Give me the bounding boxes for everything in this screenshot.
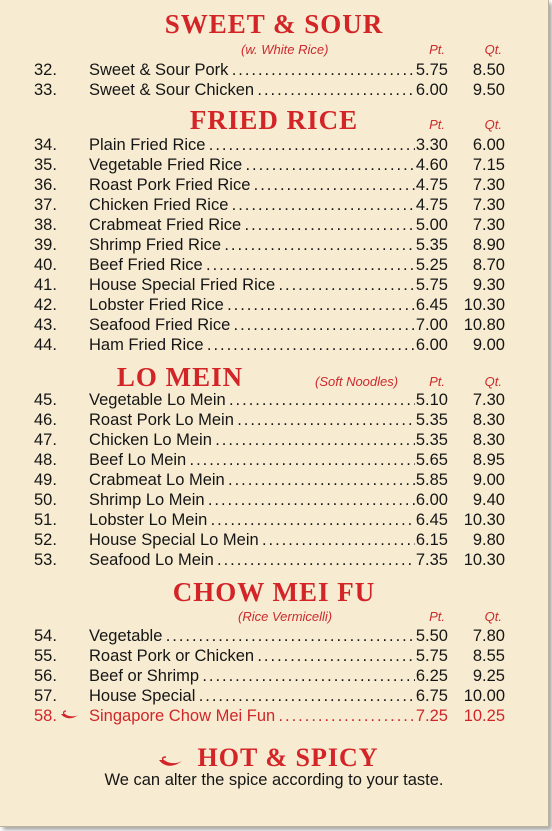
item-number: 51. — [34, 511, 57, 529]
section-title-lo-mein: LO MEIN — [116, 362, 244, 392]
menu-item — [0, 335, 548, 355]
item-number: 35. — [34, 156, 57, 174]
menu-item — [0, 155, 548, 175]
item-pint-price: 5.35 — [415, 411, 448, 429]
menu-item — [0, 666, 548, 686]
item-quart-price: 9.40 — [472, 491, 505, 509]
menu-item-spicy — [0, 706, 548, 726]
menu-item — [0, 430, 548, 450]
item-pint-price: 7.00 — [415, 316, 448, 334]
item-name: Beef Lo Mein . . . — [89, 450, 415, 470]
item-name: Roast Pork Fried Rice . . . — [89, 175, 415, 195]
menu-item — [0, 175, 548, 195]
item-pint-price: 4.75 — [415, 196, 448, 214]
qt-header: Qt. — [484, 374, 502, 389]
menu-item — [0, 60, 548, 80]
item-quart-price: 9.00 — [472, 336, 505, 354]
section-subtitle: (Rice Vermicelli) — [238, 609, 333, 624]
item-pint-price: 5.75 — [415, 61, 448, 79]
item-name: Crabmeat Lo Mein . . . — [89, 470, 415, 490]
item-number: 40. — [34, 256, 57, 274]
section-subtitle: (Soft Noodles) — [315, 374, 399, 389]
item-name: Seafood Fried Rice . . . — [89, 315, 415, 335]
item-quart-price: 10.30 — [463, 551, 505, 569]
menu-item — [0, 646, 548, 666]
item-name: House Special Fried Rice . . . — [89, 275, 415, 295]
menu-item — [0, 215, 548, 235]
item-name: Beef Fried Rice . . . — [89, 255, 415, 275]
menu-item — [0, 530, 548, 550]
item-name: Lobster Lo Mein . . . — [89, 510, 415, 530]
item-name: House Special Lo Mein . . . — [89, 530, 415, 550]
hot-spicy-note: We can alter the spice according to your taste. — [104, 771, 444, 789]
item-pint-price: 5.35 — [415, 431, 448, 449]
section-title-fried-rice: FRIED RICE — [189, 105, 359, 135]
item-number: 38. — [34, 216, 57, 234]
item-pint-price: 5.00 — [415, 216, 448, 234]
item-quart-price: 7.80 — [472, 627, 505, 645]
item-name: Chicken Fried Rice . . . — [89, 195, 415, 215]
item-name: Vegetable Lo Mein . . . — [89, 390, 415, 410]
item-pint-price: 5.65 — [415, 451, 448, 469]
item-quart-price: 7.30 — [472, 391, 505, 409]
item-pint-price: 5.50 — [415, 627, 448, 645]
section-title-sweet-sour: SWEET & SOUR — [164, 9, 384, 39]
item-quart-price: 8.90 — [472, 236, 505, 254]
item-quart-price: 7.15 — [472, 156, 505, 174]
item-quart-price: 7.30 — [472, 196, 505, 214]
item-quart-price: 9.30 — [472, 276, 505, 294]
item-name: Sweet & Sour Chicken . . . — [89, 80, 415, 100]
item-quart-price: 8.30 — [472, 411, 505, 429]
item-name: Seafood Lo Mein . . . — [89, 550, 415, 570]
item-number: 48. — [34, 451, 57, 469]
item-pint-price: 5.35 — [415, 236, 448, 254]
item-number: 43. — [34, 316, 57, 334]
item-pint-price: 3.30 — [415, 136, 448, 154]
item-number: 39. — [34, 236, 57, 254]
item-quart-price: 9.25 — [472, 667, 505, 685]
item-quart-price: 8.55 — [472, 647, 505, 665]
pt-header: Pt. — [429, 42, 445, 57]
item-quart-price: 10.00 — [463, 687, 505, 705]
pt-header: Pt. — [429, 609, 445, 624]
menu-item — [0, 195, 548, 215]
item-name: Sweet & Sour Pork . . . — [89, 60, 415, 80]
item-name: Shrimp Lo Mein . . . — [89, 490, 415, 510]
item-quart-price: 7.30 — [472, 176, 505, 194]
menu-item — [0, 275, 548, 295]
section-title-chow-mei-fu: CHOW MEI FU — [172, 577, 376, 607]
item-number: 47. — [34, 431, 57, 449]
item-pint-price: 4.60 — [415, 156, 448, 174]
item-quart-price: 7.30 — [472, 216, 505, 234]
item-pint-price: 6.00 — [415, 491, 448, 509]
item-name: Chicken Lo Mein . . . — [89, 430, 415, 450]
item-pint-price: 5.10 — [415, 391, 448, 409]
item-number: 34. — [34, 136, 57, 154]
item-pint-price: 6.45 — [415, 511, 448, 529]
item-quart-price: 9.00 — [472, 471, 505, 489]
item-number: 52. — [34, 531, 57, 549]
item-number: 57. — [34, 687, 57, 705]
pt-header: Pt. — [429, 117, 445, 132]
item-number: 46. — [34, 411, 57, 429]
item-pint-price: 7.25 — [415, 707, 448, 725]
menu-item — [0, 510, 548, 530]
item-number: 41. — [34, 276, 57, 294]
item-name: House Special . . . — [89, 686, 415, 706]
pt-header: Pt. — [429, 374, 445, 389]
item-name: Vegetable Fried Rice . . . — [89, 155, 415, 175]
item-name: Ham Fried Rice . . . — [89, 335, 415, 355]
item-number: 32. — [34, 61, 57, 79]
item-quart-price: 9.50 — [472, 81, 505, 99]
menu-item — [0, 390, 548, 410]
menu-item — [0, 255, 548, 275]
item-quart-price: 10.80 — [463, 316, 505, 334]
item-quart-price: 8.50 — [472, 61, 505, 79]
item-name: Lobster Fried Rice . . . — [89, 295, 415, 315]
menu-item — [0, 550, 548, 570]
item-pint-price: 6.15 — [415, 531, 448, 549]
item-pint-price: 5.75 — [415, 276, 448, 294]
item-pint-price: 6.45 — [415, 296, 448, 314]
item-pint-price: 6.75 — [415, 687, 448, 705]
menu-item — [0, 80, 548, 100]
qt-header: Qt. — [484, 117, 502, 132]
item-number: 49. — [34, 471, 57, 489]
qt-header: Qt. — [484, 609, 502, 624]
menu-item — [0, 410, 548, 430]
item-quart-price: 8.30 — [472, 431, 505, 449]
item-name: Plain Fried Rice . . . — [89, 135, 415, 155]
item-number: 45. — [34, 391, 57, 409]
item-number: 50. — [34, 491, 57, 509]
item-pint-price: 5.85 — [415, 471, 448, 489]
item-pint-price: 6.25 — [415, 667, 448, 685]
item-number: 42. — [34, 296, 57, 314]
item-number: 56. — [34, 667, 57, 685]
item-name: Roast Pork Lo Mein . . . — [89, 410, 415, 430]
item-quart-price: 8.70 — [472, 256, 505, 274]
item-number: 36. — [34, 176, 57, 194]
section-subtitle: (w. White Rice) — [241, 42, 329, 57]
item-name: Vegetable . . . — [89, 626, 415, 646]
item-number: 44. — [34, 336, 57, 354]
item-name: Beef or Shrimp . . . — [89, 666, 415, 686]
item-number: 54. — [34, 627, 57, 645]
item-pint-price: 7.35 — [415, 551, 448, 569]
menu-item — [0, 470, 548, 490]
item-quart-price: 6.00 — [472, 136, 505, 154]
item-name: Roast Pork or Chicken . . . — [89, 646, 415, 666]
menu-item — [0, 315, 548, 335]
item-name: Crabmeat Fried Rice . . . — [89, 215, 415, 235]
item-pint-price: 4.75 — [415, 176, 448, 194]
item-name: Singapore Chow Mei Fun . . . — [89, 706, 415, 726]
item-number: 53. — [34, 551, 57, 569]
menu-item — [0, 686, 548, 706]
menu-item — [0, 450, 548, 470]
menu-item — [0, 235, 548, 255]
item-pint-price: 6.00 — [415, 81, 448, 99]
menu-item — [0, 135, 548, 155]
hot-spicy-title: HOT & SPICY — [197, 743, 379, 772]
item-number: 58. — [34, 707, 57, 725]
item-number: 55. — [34, 647, 57, 665]
item-quart-price: 10.25 — [463, 707, 505, 725]
item-pint-price: 6.00 — [415, 336, 448, 354]
item-name: Shrimp Fried Rice . . . — [89, 235, 415, 255]
item-quart-price: 10.30 — [463, 296, 505, 314]
item-quart-price: 10.30 — [463, 511, 505, 529]
item-quart-price: 8.95 — [472, 451, 505, 469]
menu-item — [0, 490, 548, 510]
item-quart-price: 9.80 — [472, 531, 505, 549]
menu-item — [0, 295, 548, 315]
item-pint-price: 5.25 — [415, 256, 448, 274]
item-pint-price: 5.75 — [415, 647, 448, 665]
chili-pepper-icon — [60, 707, 80, 727]
qt-header: Qt. — [484, 42, 502, 57]
item-number: 37. — [34, 196, 57, 214]
item-number: 33. — [34, 81, 57, 99]
menu-item — [0, 626, 548, 646]
